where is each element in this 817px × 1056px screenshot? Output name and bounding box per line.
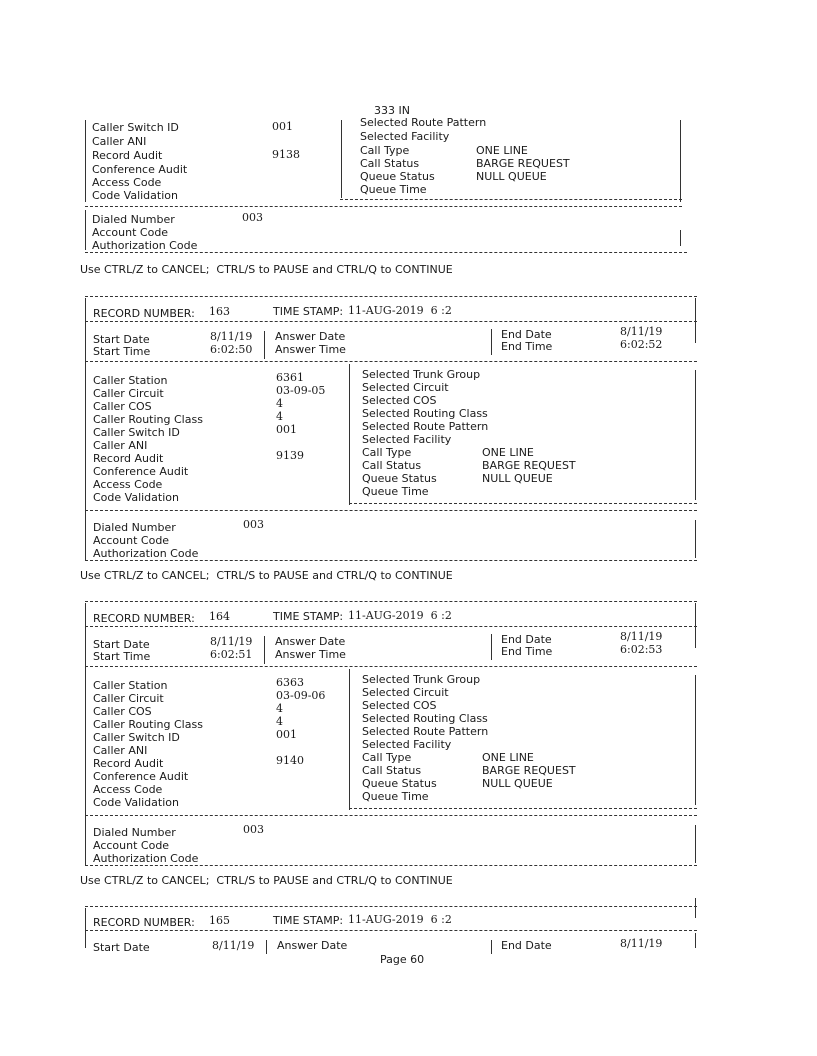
divider <box>680 120 681 202</box>
field-value: 4 <box>276 702 283 715</box>
end-time: 6:02:53 <box>620 643 663 656</box>
field-label: Selected Route Pattern <box>362 725 489 738</box>
record-number-label: RECORD NUMBER: <box>93 612 195 625</box>
divider <box>695 825 696 863</box>
field-value: ONE LINE <box>476 144 528 157</box>
record-number: 163 <box>209 305 230 318</box>
field-label: Caller ANI <box>93 439 148 452</box>
field-label: Caller Switch ID <box>93 426 180 439</box>
time-stamp-label: TIME STAMP: <box>273 305 344 318</box>
end-date-label: End Date <box>501 328 552 341</box>
field-label: Queue Time <box>360 183 427 196</box>
divider <box>85 210 86 250</box>
field-label: Selected Route Pattern <box>360 116 487 129</box>
field-value: BARGE REQUEST <box>482 459 576 472</box>
field-label: Call Status <box>360 157 420 170</box>
divider <box>491 329 492 355</box>
field-label: Record Audit <box>92 149 163 162</box>
field-label: Queue Time <box>362 485 429 498</box>
divider <box>695 933 696 948</box>
field-value: 9139 <box>276 449 304 462</box>
divider <box>85 252 687 253</box>
page-number: Page 60 <box>380 953 425 966</box>
field-label: Conference Audit <box>93 465 189 478</box>
time-stamp-label: TIME STAMP: <box>273 914 344 927</box>
end-time-label: End Time <box>501 645 553 658</box>
field-value: 03-09-05 <box>276 384 326 397</box>
dialed-number-value: 003 <box>243 823 264 836</box>
field-label: Caller Circuit <box>93 387 164 400</box>
field-value: 9138 <box>272 148 300 161</box>
answer-time-label: Answer Time <box>275 648 346 661</box>
end-date: 8/11/19 <box>620 630 663 643</box>
divider <box>349 669 350 810</box>
field-value: 03-09-06 <box>276 689 326 702</box>
end-date-label: End Date <box>501 939 552 952</box>
divider <box>85 626 697 627</box>
field-label: Queue Status <box>362 472 437 485</box>
divider <box>85 510 697 511</box>
field-value: NULL QUEUE <box>482 777 553 790</box>
end-date: 8/11/19 <box>620 937 663 950</box>
field-label: Selected COS <box>362 699 437 712</box>
divider <box>491 940 492 954</box>
start-time: 6:02:50 <box>210 343 253 356</box>
field-label: Call Status <box>362 764 422 777</box>
field-label: Caller Routing Class <box>93 413 203 426</box>
field-label: Call Status <box>362 459 422 472</box>
field-label: Selected COS <box>362 394 437 407</box>
field-label: Queue Time <box>362 790 429 803</box>
dialed-number-label: Dialed Number <box>93 521 176 534</box>
record-number-label: RECORD NUMBER: <box>93 916 195 929</box>
field-value: 001 <box>272 120 293 133</box>
field-value: 6361 <box>276 371 304 384</box>
field-label: Call Type <box>362 446 412 459</box>
divider <box>85 603 86 865</box>
field-label: Caller ANI <box>93 744 148 757</box>
field-label: Selected Facility <box>360 130 450 143</box>
end-date: 8/11/19 <box>620 325 663 338</box>
field-label: Selected Routing Class <box>362 712 488 725</box>
field-label: Selected Trunk Group <box>362 368 481 381</box>
authorization-code-label: Authorization Code <box>93 547 199 560</box>
divider <box>266 940 267 954</box>
field-label: Selected Trunk Group <box>362 673 481 686</box>
field-label: Selected Circuit <box>362 381 449 394</box>
end-time: 6:02:52 <box>620 338 663 351</box>
answer-time-label: Answer Time <box>275 343 346 356</box>
field-label: Record Audit <box>93 452 164 465</box>
field-label: Selected Route Pattern <box>362 420 489 433</box>
time-stamp: 11-AUG-2019 6 :2 <box>348 609 452 622</box>
field-value: 001 <box>276 423 297 436</box>
time-stamp: 11-AUG-2019 6 :2 <box>348 304 452 317</box>
field-label: Caller COS <box>93 705 152 718</box>
divider <box>264 636 265 664</box>
divider <box>85 930 697 931</box>
field-value: NULL QUEUE <box>476 170 547 183</box>
divider <box>695 520 696 558</box>
account-code-label: Account Code <box>92 226 169 239</box>
field-label: Code Validation <box>93 491 179 504</box>
field-label: Access Code <box>93 783 163 796</box>
field-label: Selected Circuit <box>362 686 449 699</box>
field-value: 001 <box>276 728 297 741</box>
field-value: ONE LINE <box>482 751 534 764</box>
field-label: Selected Facility <box>362 738 452 751</box>
divider <box>85 865 697 866</box>
account-code-label: Account Code <box>93 534 170 547</box>
answer-date-label: Answer Date <box>275 330 346 343</box>
divider <box>85 601 697 602</box>
field-label: Caller Switch ID <box>93 731 180 744</box>
field-label: Caller Circuit <box>93 692 164 705</box>
divider <box>695 675 696 805</box>
field-label: Code Validation <box>93 796 179 809</box>
field-value: 6363 <box>276 676 304 689</box>
divider <box>85 321 697 322</box>
divider <box>349 808 697 809</box>
start-date-label: Start Date <box>93 333 150 346</box>
record-number: 165 <box>209 914 230 927</box>
field-label: Caller Routing Class <box>93 718 203 731</box>
divider <box>680 230 681 246</box>
field-label: Call Type <box>360 144 410 157</box>
divider <box>85 361 697 362</box>
field-value: 4 <box>276 410 283 423</box>
route-number: 333 IN <box>374 104 410 117</box>
field-label: Conference Audit <box>92 163 188 176</box>
divider <box>341 120 342 198</box>
divider <box>85 906 697 907</box>
start-date: 8/11/19 <box>210 330 253 343</box>
field-label: Caller COS <box>93 400 152 413</box>
field-label: Conference Audit <box>93 770 189 783</box>
start-time: 6:02:51 <box>210 648 253 661</box>
divider <box>85 206 682 207</box>
start-time-label: Start Time <box>93 650 151 663</box>
field-value: 4 <box>276 397 283 410</box>
start-date: 8/11/19 <box>212 939 255 952</box>
divider <box>491 634 492 660</box>
divider <box>349 503 697 504</box>
field-value: 4 <box>276 715 283 728</box>
authorization-code-label: Authorization Code <box>92 239 198 252</box>
field-label: Queue Status <box>362 777 437 790</box>
field-label: Call Type <box>362 751 412 764</box>
time-stamp-label: TIME STAMP: <box>273 610 344 623</box>
dialed-number-label: Dialed Number <box>93 826 176 839</box>
field-label: Selected Routing Class <box>362 407 488 420</box>
divider <box>340 199 682 200</box>
cancel-instructions: Use CTRL/Z to CANCEL; CTRL/S to PAUSE and CTRL/Q to CONTINUE <box>80 569 453 582</box>
field-label: Selected Facility <box>362 433 452 446</box>
field-label: Queue Status <box>360 170 435 183</box>
cancel-instructions: Use CTRL/Z to CANCEL; CTRL/S to PAUSE and CTRL/Q to CONTINUE <box>80 874 453 887</box>
field-value: NULL QUEUE <box>482 472 553 485</box>
divider <box>85 666 697 667</box>
divider <box>85 296 697 297</box>
divider <box>695 370 696 500</box>
divider <box>264 331 265 359</box>
field-value: BARGE REQUEST <box>476 157 570 170</box>
field-label: Record Audit <box>93 757 164 770</box>
end-date-label: End Date <box>501 633 552 646</box>
record-number: 164 <box>209 610 230 623</box>
start-date: 8/11/19 <box>210 635 253 648</box>
field-value: ONE LINE <box>482 446 534 459</box>
cancel-instructions: Use CTRL/Z to CANCEL; CTRL/S to PAUSE and CTRL/Q to CONTINUE <box>80 263 453 276</box>
field-label: Caller Station <box>93 374 168 387</box>
field-value: BARGE REQUEST <box>482 764 576 777</box>
dialed-number-label: Dialed Number <box>92 213 175 226</box>
answer-date-label: Answer Date <box>277 939 348 952</box>
divider <box>85 908 86 948</box>
divider <box>349 364 350 505</box>
dialed-number-value: 003 <box>242 211 263 224</box>
field-label: Caller Switch ID <box>92 121 179 134</box>
account-code-label: Account Code <box>93 839 170 852</box>
dialed-number-value: 003 <box>243 518 264 531</box>
divider <box>695 898 696 918</box>
divider <box>85 120 86 202</box>
start-time-label: Start Time <box>93 345 151 358</box>
start-date-label: Start Date <box>93 941 150 954</box>
field-label: Code Validation <box>92 189 178 202</box>
divider <box>85 298 86 560</box>
field-label: Caller Station <box>93 679 168 692</box>
start-date-label: Start Date <box>93 638 150 651</box>
answer-date-label: Answer Date <box>275 635 346 648</box>
field-label: Caller ANI <box>92 135 147 148</box>
divider <box>85 815 697 816</box>
end-time-label: End Time <box>501 340 553 353</box>
record-number-label: RECORD NUMBER: <box>93 307 195 320</box>
field-label: Access Code <box>93 478 163 491</box>
divider <box>85 560 697 561</box>
time-stamp: 11-AUG-2019 6 :2 <box>348 913 452 926</box>
field-label: Access Code <box>92 176 162 189</box>
field-value: 9140 <box>276 754 304 767</box>
authorization-code-label: Authorization Code <box>93 852 199 865</box>
